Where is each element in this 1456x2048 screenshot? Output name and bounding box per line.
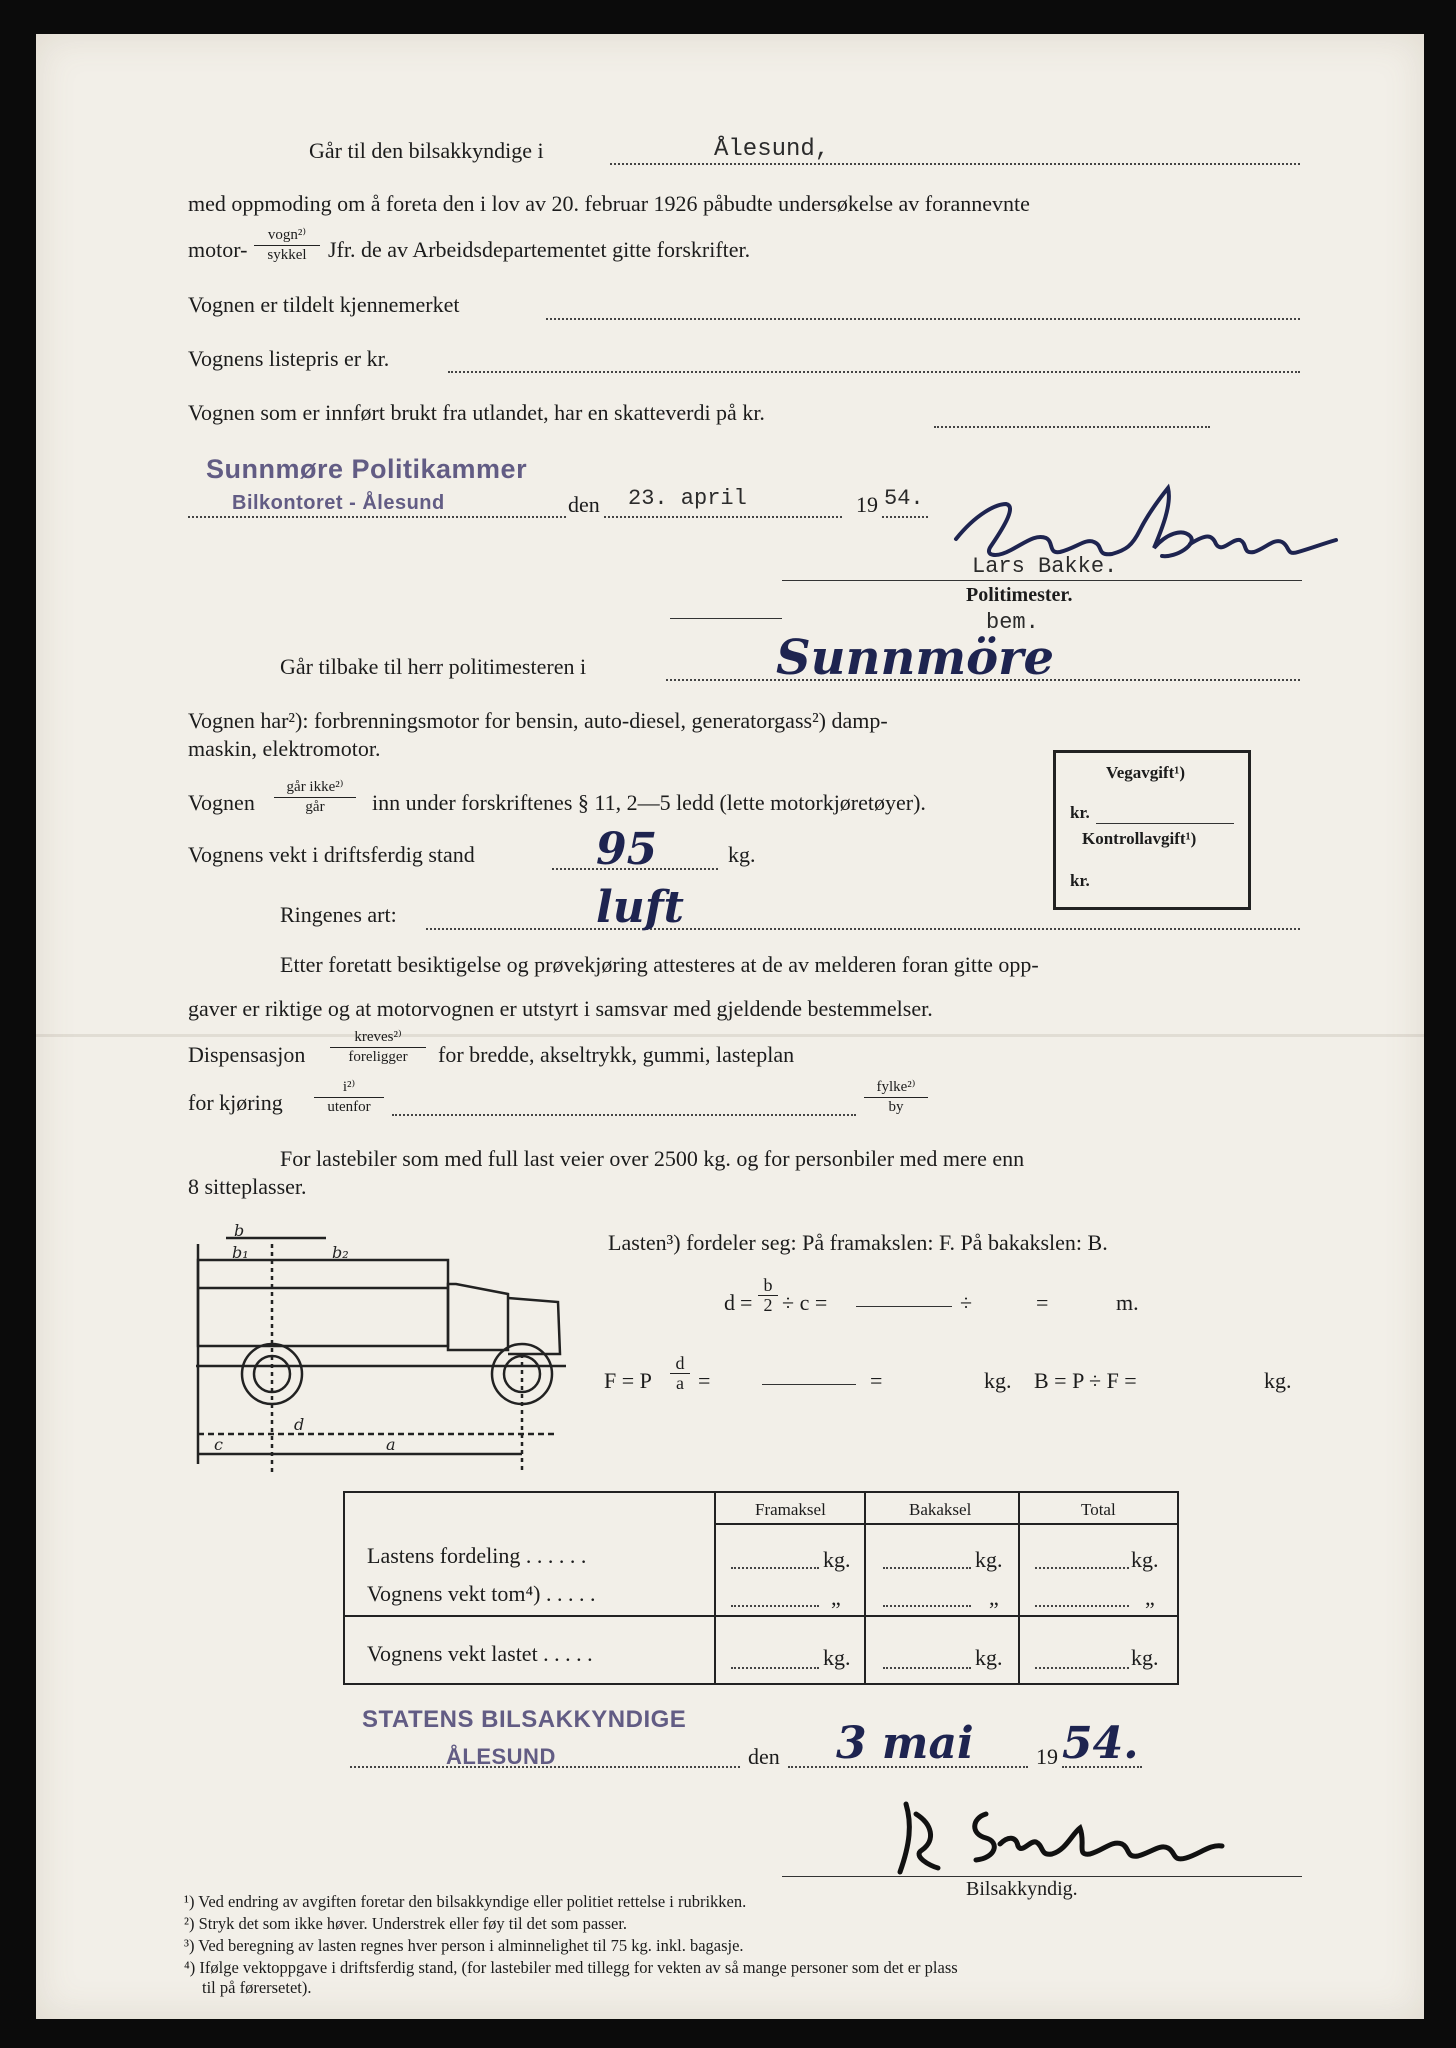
formula1-blank1 [856, 1306, 952, 1307]
fees-box [1053, 750, 1251, 910]
kontrollavgift-kr: kr. [1070, 871, 1090, 890]
table-cell: „ [989, 1585, 999, 1610]
kontrollavgift-label: Kontrollavgift¹) [1082, 829, 1197, 848]
police-typed-name: Lars Bakke. [972, 554, 1118, 579]
document-page [36, 34, 1424, 2019]
inspector-signature-line [782, 1876, 1302, 1877]
trucks-line1: For lastebiler som med full last veier over 2500 kg. og for personbiler med mere enn [280, 1146, 1025, 1171]
footnote-1: ¹) Ved endring av avgiften foretar den bilsakkyndige eller politiet rettelse i rubrikken. [184, 1892, 747, 1911]
inspector-title: Bilsakkyndig. [966, 1878, 1078, 1900]
formula2-blank1 [762, 1384, 856, 1385]
table-row3-blank2 [883, 1667, 971, 1669]
table-col-divider-1 [714, 1493, 716, 1683]
table-cell: „ [1145, 1585, 1155, 1610]
listepris-blank [448, 371, 1300, 373]
dispensation-fraction [330, 1028, 426, 1067]
formula2-eq1: = [698, 1368, 711, 1393]
diagram-label-c: c [214, 1435, 223, 1454]
dispensation-num: kreves²⁾ [330, 1028, 426, 1048]
formula1-unit: m. [1116, 1290, 1139, 1315]
police-year-blank [882, 516, 928, 518]
dispensation-prefix: Dispensasjon [188, 1042, 306, 1067]
weight-unit: kg. [728, 842, 756, 867]
formula2-a: a [676, 1373, 684, 1393]
formula2-kg1: kg. [984, 1368, 1012, 1393]
table-header-divider [714, 1523, 1177, 1525]
fold-line [36, 1034, 1424, 1037]
table-row1-blank1 [731, 1567, 819, 1569]
engine-line2: maskin, elektromotor. [188, 736, 381, 761]
driving-fraction [314, 1078, 384, 1117]
truck-cargo-box [198, 1260, 448, 1346]
footnote-4-cont: til på førersetet). [202, 1978, 312, 1997]
engine-line1: Vognen har²): forbrenningsmotor for bensin, auto-diesel, generatorgass²) damp- [188, 708, 888, 733]
dispensation-suffix: for bredde, akseltrykk, gummi, lasteplan [438, 1042, 795, 1067]
driving-right-den: by [888, 1099, 904, 1115]
table-cell: „ [831, 1585, 841, 1610]
driving-blank [392, 1114, 856, 1116]
tires-value: luft [596, 882, 684, 933]
weight-table [343, 1491, 1179, 1685]
formula1-eq: = [1036, 1290, 1049, 1315]
police-date-blank [604, 516, 842, 518]
inspector-den: den [748, 1744, 780, 1769]
tires-blank [426, 928, 1300, 930]
motor-suffix: Jfr. de av Arbeidsdepartementet gitte forskrifter. [328, 237, 751, 262]
attest-line2: gaver er riktige og at motorvognen er utstyrt i samsvar med gjeldende bestemmelser. [188, 996, 933, 1021]
table-row2-blank2 [883, 1605, 971, 1607]
vegavgift-line [1096, 823, 1234, 824]
formula1-rest: ÷ c = [782, 1290, 828, 1315]
police-signature-line [782, 580, 1302, 581]
light-vehicle-den: går [305, 799, 325, 815]
motor-fraction-num: vogn²⁾ [254, 226, 320, 246]
inspector-year-prefix: 19 [1036, 1744, 1058, 1769]
table-col-divider-3 [1018, 1493, 1020, 1683]
motor-prefix: motor- [188, 237, 248, 262]
line1-place: Ålesund, [714, 136, 830, 163]
dispensation-den: foreligger [348, 1049, 408, 1065]
formula2-fraction [670, 1354, 690, 1393]
table-row2-blank3 [1035, 1605, 1129, 1607]
table-col-divider-2 [864, 1493, 866, 1683]
police-year-prefix: 19 [856, 492, 878, 517]
formula2-lhs: F = P [604, 1368, 652, 1393]
table-row1-blank2 [883, 1567, 971, 1569]
light-vehicle-suffix: inn under forskriftenes § 11, 2—5 ledd (lette motorkjøretøyer). [372, 790, 926, 815]
inspector-date: 3 mai [836, 1718, 974, 1769]
table-header-bakaksel: Bakaksel [909, 1500, 972, 1519]
driving-num: i²⁾ [314, 1078, 384, 1098]
weight-label: Vognens vekt i driftsferdig stand [188, 842, 475, 867]
line1-blank [610, 163, 1300, 165]
load-line: Lasten³) fordeler seg: På framakslen: F. På bakakslen: B. [608, 1230, 1108, 1255]
kjennemerke-label: Vognen er tildelt kjennemerket [188, 292, 460, 317]
formula1-two: 2 [763, 1295, 773, 1315]
police-place-blank [188, 516, 566, 518]
diagram-label-b2: b₂ [332, 1243, 349, 1262]
formula1-b: b [758, 1276, 778, 1296]
formula1-eq-sign: = [740, 1290, 753, 1315]
table-cell: kg. [823, 1645, 851, 1670]
table-cell: kg. [1131, 1645, 1159, 1670]
police-den: den [568, 492, 600, 517]
attest-line1: Etter foretatt besiktigelse og prøvekjøring attesteres at de av melderen foran gitte opp- [280, 952, 1039, 977]
police-date: 23. april [628, 486, 747, 511]
table-row3-blank3 [1035, 1667, 1129, 1669]
table-row-divider [345, 1615, 1177, 1617]
police-title: Politimester. [966, 584, 1073, 606]
formula2-kg2: kg. [1264, 1368, 1292, 1393]
line2-text: med oppmoding om å foreta den i lov av 20. februar 1926 påbudte undersøkelse av forannevnte [188, 191, 1030, 216]
inspector-place-blank [350, 1766, 740, 1768]
diagram-label-b: b [234, 1224, 245, 1240]
formula2-b: B = P ÷ F = [1034, 1368, 1137, 1393]
vegavgift-kr: kr. [1070, 803, 1090, 822]
driving-right-fraction [864, 1078, 928, 1117]
motor-fraction-den: sykkel [267, 247, 307, 263]
formula1-d: d [724, 1290, 735, 1315]
table-header-total: Total [1081, 1500, 1116, 1519]
table-row-label: Vognens vekt lastet . . . . . [367, 1641, 593, 1666]
table-row3-blank1 [731, 1667, 819, 1669]
inspector-stamp-line1: STATENS BILSAKKYNDIGE [362, 1706, 687, 1733]
listepris-label: Vognens listepris er kr. [188, 346, 390, 371]
formula1-fraction [758, 1276, 778, 1315]
table-cell: kg. [1131, 1547, 1159, 1572]
table-row-label: Vognens vekt tom⁴) . . . . . [367, 1581, 596, 1606]
truck-diagram [186, 1224, 586, 1484]
separator-line [670, 618, 782, 619]
table-row2-blank1 [731, 1605, 819, 1607]
police-year: 54. [884, 486, 924, 511]
trucks-line2: 8 sitteplasser. [188, 1174, 307, 1199]
diagram-label-d: d [294, 1415, 305, 1434]
table-row1-blank3 [1035, 1567, 1129, 1569]
table-header-framaksel: Framaksel [755, 1500, 826, 1519]
formula1-div: ÷ [960, 1290, 973, 1315]
diagram-label-a: a [386, 1435, 396, 1454]
footnote-2: ²) Stryk det som ikke høver. Understrek eller føy til det som passer. [184, 1914, 628, 1933]
police-stamp-line2: Bilkontoret - Ålesund [232, 492, 445, 514]
inspector-stamp-line2: ÅLESUND [446, 1744, 556, 1769]
light-vehicle-num: går ikke²⁾ [274, 778, 356, 798]
formula2-eq2: = [870, 1368, 883, 1393]
vegavgift-label: Vegavgift¹) [1106, 763, 1186, 782]
police-stamp-line1: Sunnmøre Politikammer [206, 454, 528, 484]
light-vehicle-prefix: Vognen [188, 790, 255, 815]
driving-prefix: for kjøring [188, 1090, 283, 1115]
skatteverdi-blank [934, 426, 1210, 428]
table-row-label: Lastens fordeling . . . . . . [367, 1543, 587, 1568]
light-vehicle-fraction [274, 778, 356, 817]
police-bem: bem. [986, 610, 1039, 635]
table-cell: kg. [823, 1547, 851, 1572]
tires-label: Ringenes art: [280, 902, 397, 927]
driving-right-num: fylke²⁾ [864, 1078, 928, 1098]
kjennemerke-blank [546, 318, 1300, 320]
footnote-4: ⁴) Ifølge vektoppgave i driftsferdig stand, (for lastebiler med tillegg for vekten av så mange personer som det er plass [184, 1958, 958, 1977]
line1-prefix: Går til den bilsakkyndige i [309, 138, 544, 163]
skatteverdi-label: Vognen som er innført brukt fra utlandet, har en skatteverdi på kr. [188, 400, 765, 425]
formula2-d: d [670, 1354, 690, 1374]
motor-fraction [254, 226, 320, 265]
driving-den: utenfor [327, 1099, 371, 1115]
return-place: Sunnmöre [776, 630, 1054, 686]
inspector-year: 54. [1062, 1718, 1139, 1769]
table-cell: kg. [975, 1645, 1003, 1670]
footnote-3: ³) Ved beregning av lasten regnes hver person i alminnelighet til 75 kg. inkl. bagasje. [184, 1936, 744, 1955]
weight-value: 95 [596, 824, 658, 875]
return-label: Går tilbake til herr politimesteren i [280, 654, 587, 679]
table-cell: kg. [975, 1547, 1003, 1572]
truck-cab [448, 1284, 508, 1350]
diagram-label-b1: b₁ [232, 1243, 249, 1262]
